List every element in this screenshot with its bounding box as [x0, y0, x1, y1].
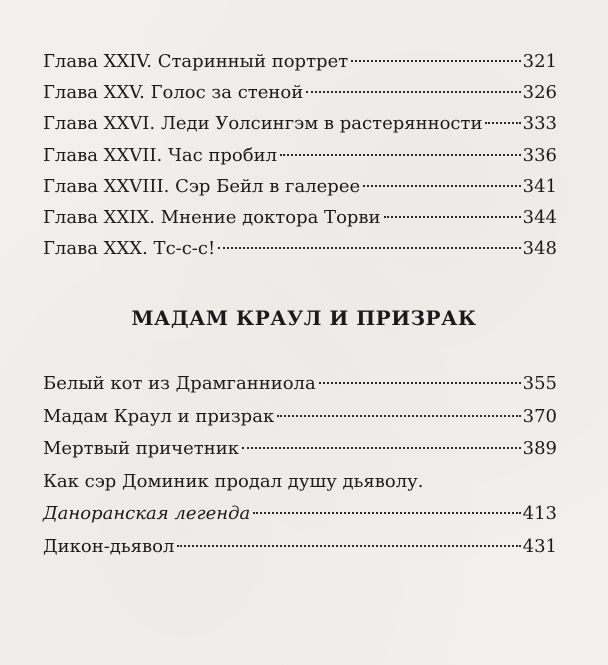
toc-leader-dots: [280, 154, 521, 156]
toc-list-part2: [43, 368, 557, 564]
toc-leader-dots: [277, 415, 520, 417]
toc-entry-page: 344: [522, 206, 557, 228]
toc-entry-title: Белый кот из Драмганниола: [43, 373, 316, 394]
toc-leader-dots: [218, 247, 520, 249]
toc-entry-title: Как сэр Доминик продал душу дьяволу.: [43, 470, 424, 492]
toc-leader-dots: [485, 122, 520, 124]
toc-entry: [43, 171, 557, 202]
toc-entry-page: 326: [522, 82, 557, 104]
toc-entry: [43, 466, 557, 499]
toc-entry: [43, 108, 557, 139]
toc-entry-page: 348: [522, 238, 557, 260]
toc-leader-dots: [306, 91, 520, 93]
toc-entry-title: Глава XXIX. Мнение доктора Торви: [43, 206, 381, 228]
toc-leader-dots: [319, 382, 521, 384]
toc-entry: [43, 46, 557, 77]
toc-entry-title: Глава XXVII. Час пробил: [43, 144, 278, 166]
section-heading: МАДАМ КРАУЛ И ПРИЗРАК: [131, 306, 477, 330]
toc-leader-dots: [253, 512, 520, 514]
toc-leader-dots: [351, 60, 520, 62]
toc-entry: [43, 531, 557, 564]
toc-leader-dots: [177, 545, 520, 547]
toc-entry-page: 341: [522, 175, 557, 197]
toc-entry-title: Глава XXIV. Старинный портрет: [43, 51, 349, 72]
toc-leader-dots: [242, 447, 521, 449]
toc-leader-dots: [384, 216, 521, 218]
toc-entry: [43, 77, 557, 108]
toc-entry-title: Глава XXVI. Леди Уолсингэм в растерянности: [43, 113, 483, 135]
toc-entry-page: 370: [522, 405, 557, 427]
toc-entry: [43, 233, 557, 264]
toc-entry: [43, 368, 557, 401]
toc-entry-title: Глава XXV. Голос за стеной: [43, 82, 304, 104]
toc-entry-subtitle: Данoранская легенда: [43, 503, 251, 525]
toc-list-part1: [43, 46, 557, 264]
toc-entry-page: 321: [522, 51, 557, 72]
toc-entry-page: 389: [522, 438, 557, 460]
toc-entry-title: Мадам Краул и призрак: [43, 405, 275, 427]
toc-entry: [43, 401, 557, 434]
toc-entry: [43, 433, 557, 466]
toc-entry: [43, 140, 557, 171]
toc-leader-dots: [363, 185, 521, 187]
toc-entry-page: 336: [522, 144, 557, 166]
toc-entry-title: Глава XXVIII. Сэр Бейл в галерее: [43, 175, 361, 197]
toc-entry-page: 355: [522, 373, 557, 394]
toc-entry-title: Мертвый причетник: [43, 438, 240, 460]
toc-entry-page: 333: [522, 113, 557, 135]
toc-entry-title: Дикон-дьявол: [43, 535, 175, 557]
toc-entry: [43, 202, 557, 233]
toc-entry-page: 413: [522, 503, 557, 525]
toc-entry: [43, 498, 557, 531]
toc-entry-page: 431: [522, 535, 557, 557]
toc-entry-title: Глава XXX. Тс-с-с!: [43, 238, 216, 260]
